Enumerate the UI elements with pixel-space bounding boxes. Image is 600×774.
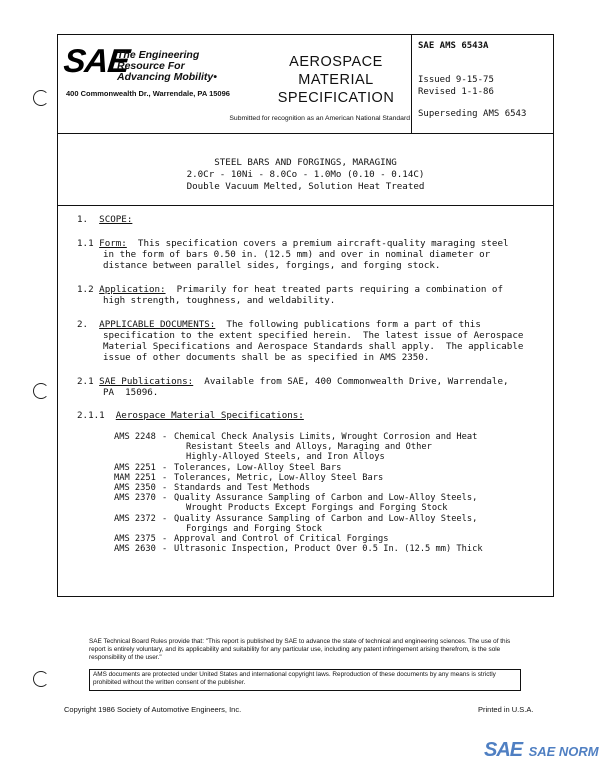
section-2-line-2: specification to the extent specified herein. The latest issue of Aerospace <box>103 330 524 341</box>
punch-hole <box>33 671 49 687</box>
section-1-2: 1.2 Application: Primarily for heat treated parts requiring a combination of <box>77 284 503 295</box>
reference-title: Standards and Test Methods <box>174 483 310 493</box>
title-line-3: Double Vacuum Melted, Solution Heat Treated <box>186 181 425 192</box>
tagline-3: Advancing Mobility• <box>117 71 217 83</box>
section-1-2-line-2: high strength, toughness, and weldability. <box>103 295 336 306</box>
printed-in: Printed in U.S.A. <box>478 705 534 714</box>
reference-title: Quality Assurance Sampling of Carbon and Low-Alloy Steels, <box>174 493 478 504</box>
issued-date: Issued 9-15-75 <box>418 75 494 85</box>
tagline-1: The Engineering <box>117 49 200 61</box>
header-divider <box>411 34 412 134</box>
section-1-1: 1.1 Form: This specification covers a premium aircraft-quality maraging steel <box>77 238 509 249</box>
section-2-1-line-2: PA 15096. <box>103 387 159 398</box>
reference-title: Approval and Control of Critical Forgings <box>174 534 389 544</box>
section-2: 2. APPLICABLE DOCUMENTS: The following publications form a part of this <box>77 319 481 330</box>
reference-dash: - <box>162 544 168 555</box>
watermark-text: SAE NORM <box>528 744 599 759</box>
reference-code: AMS 2370 <box>114 493 156 504</box>
section-2-line-3: Material Specifications and Aerospace Standards shall apply. The applicable <box>103 341 524 352</box>
reference-code: AMS 2251 <box>114 462 156 473</box>
doc-type-2: MATERIAL <box>298 72 374 88</box>
reference-title: Wrought Products Except Forgings and Forging Stock <box>186 503 448 514</box>
sae-logo: SAE <box>62 42 131 79</box>
reference-dash: - <box>162 432 168 442</box>
reference-code: MAM 2251 <box>114 472 156 483</box>
sae-norm-watermark <box>484 739 599 762</box>
punch-hole <box>33 90 49 106</box>
title-line-2: 2.0Cr - 10Ni - 8.0Co - 1.0Mo (0.10 - 0.14C) <box>186 169 425 180</box>
doc-type-3: SPECIFICATION <box>277 90 395 106</box>
reference-dash: - <box>162 472 168 483</box>
submitted-note: Submitted for recognition as an American National Standard <box>229 115 410 122</box>
reference-title: Tolerances, Metric, Low-Alloy Steel Bars <box>174 472 384 483</box>
punch-hole <box>33 383 49 399</box>
section-1-1-line-2: in the form of bars 0.50 in. (12.5 mm) and over in nominal diameter or <box>103 249 491 260</box>
section-2-line-4: issue of other documents shall be as specified in AMS 2350. <box>103 352 430 363</box>
title-separator <box>57 205 554 206</box>
reference-code: AMS 2375 <box>114 534 156 544</box>
superseding: Superseding AMS 6543 <box>418 109 527 119</box>
reference-code: AMS 2630 <box>114 544 156 555</box>
title-line-1: STEEL BARS AND FORGINGS, MARAGING <box>214 157 397 168</box>
section-2-1-1: 2.1.1 Aerospace Material Specifications: <box>77 410 304 421</box>
sae-address: 400 Commonwealth Dr., Warrendale, PA 15096 <box>66 89 230 98</box>
reference-title: Tolerances, Low-Alloy Steel Bars <box>174 462 342 473</box>
spec-number: SAE AMS 6543A <box>418 41 489 51</box>
reference-dash: - <box>162 462 168 473</box>
reference-title: Forgings and Forging Stock <box>186 523 322 534</box>
reference-code: AMS 2372 <box>114 513 156 524</box>
copyright: Copyright 1986 Society of Automotive Engineers, Inc. <box>64 705 242 714</box>
reference-code: AMS 2248 <box>114 432 156 442</box>
reference-dash: - <box>162 534 168 544</box>
reference-title: Highly-Alloyed Steels, and Iron Alloys <box>186 452 385 463</box>
section-1-heading: 1. SCOPE: <box>77 214 133 225</box>
copyright-notice: AMS documents are protected under United States and international copyright laws. Reproduction of these documents by any means is strictly prohibited without the written consent of the publisher. <box>89 669 521 691</box>
reference-title: Quality Assurance Sampling of Carbon and Low-Alloy Steels, <box>174 513 478 524</box>
doc-type-1: AEROSPACE <box>289 54 383 70</box>
reference-title: Resistant Steels and Alloys, Maraging and Other <box>186 442 432 453</box>
reference-title: Chemical Check Analysis Limits, Wrought Corrosion and Heat <box>174 432 478 442</box>
reference-title: Ultrasonic Inspection, Product Over 0.5 In. (12.5 mm) Thick <box>174 544 483 555</box>
reference-dash: - <box>162 483 168 493</box>
reference-dash: - <box>162 513 168 524</box>
tagline-2: Resource For <box>117 60 185 72</box>
section-2-1: 2.1 SAE Publications: Available from SAE, 400 Commonwealth Drive, Warrendale, <box>77 376 509 387</box>
watermark-logo: SAE <box>484 739 523 761</box>
reference-dash: - <box>162 493 168 504</box>
reference-code: AMS 2350 <box>114 483 156 493</box>
board-rules-note: SAE Technical Board Rules provide that: "This report is published by SAE to advance the state of technical and engineering sciences. The use of this report is entirely voluntary, and its applicability and suitability for any particular use, including any patent infringement arising therefrom, is the sole responsibility of the user." <box>89 638 511 662</box>
revised-date: Revised 1-1-86 <box>418 87 494 97</box>
section-1-1-line-3: distance between parallel sides, forgings, and forging stock. <box>103 260 441 271</box>
